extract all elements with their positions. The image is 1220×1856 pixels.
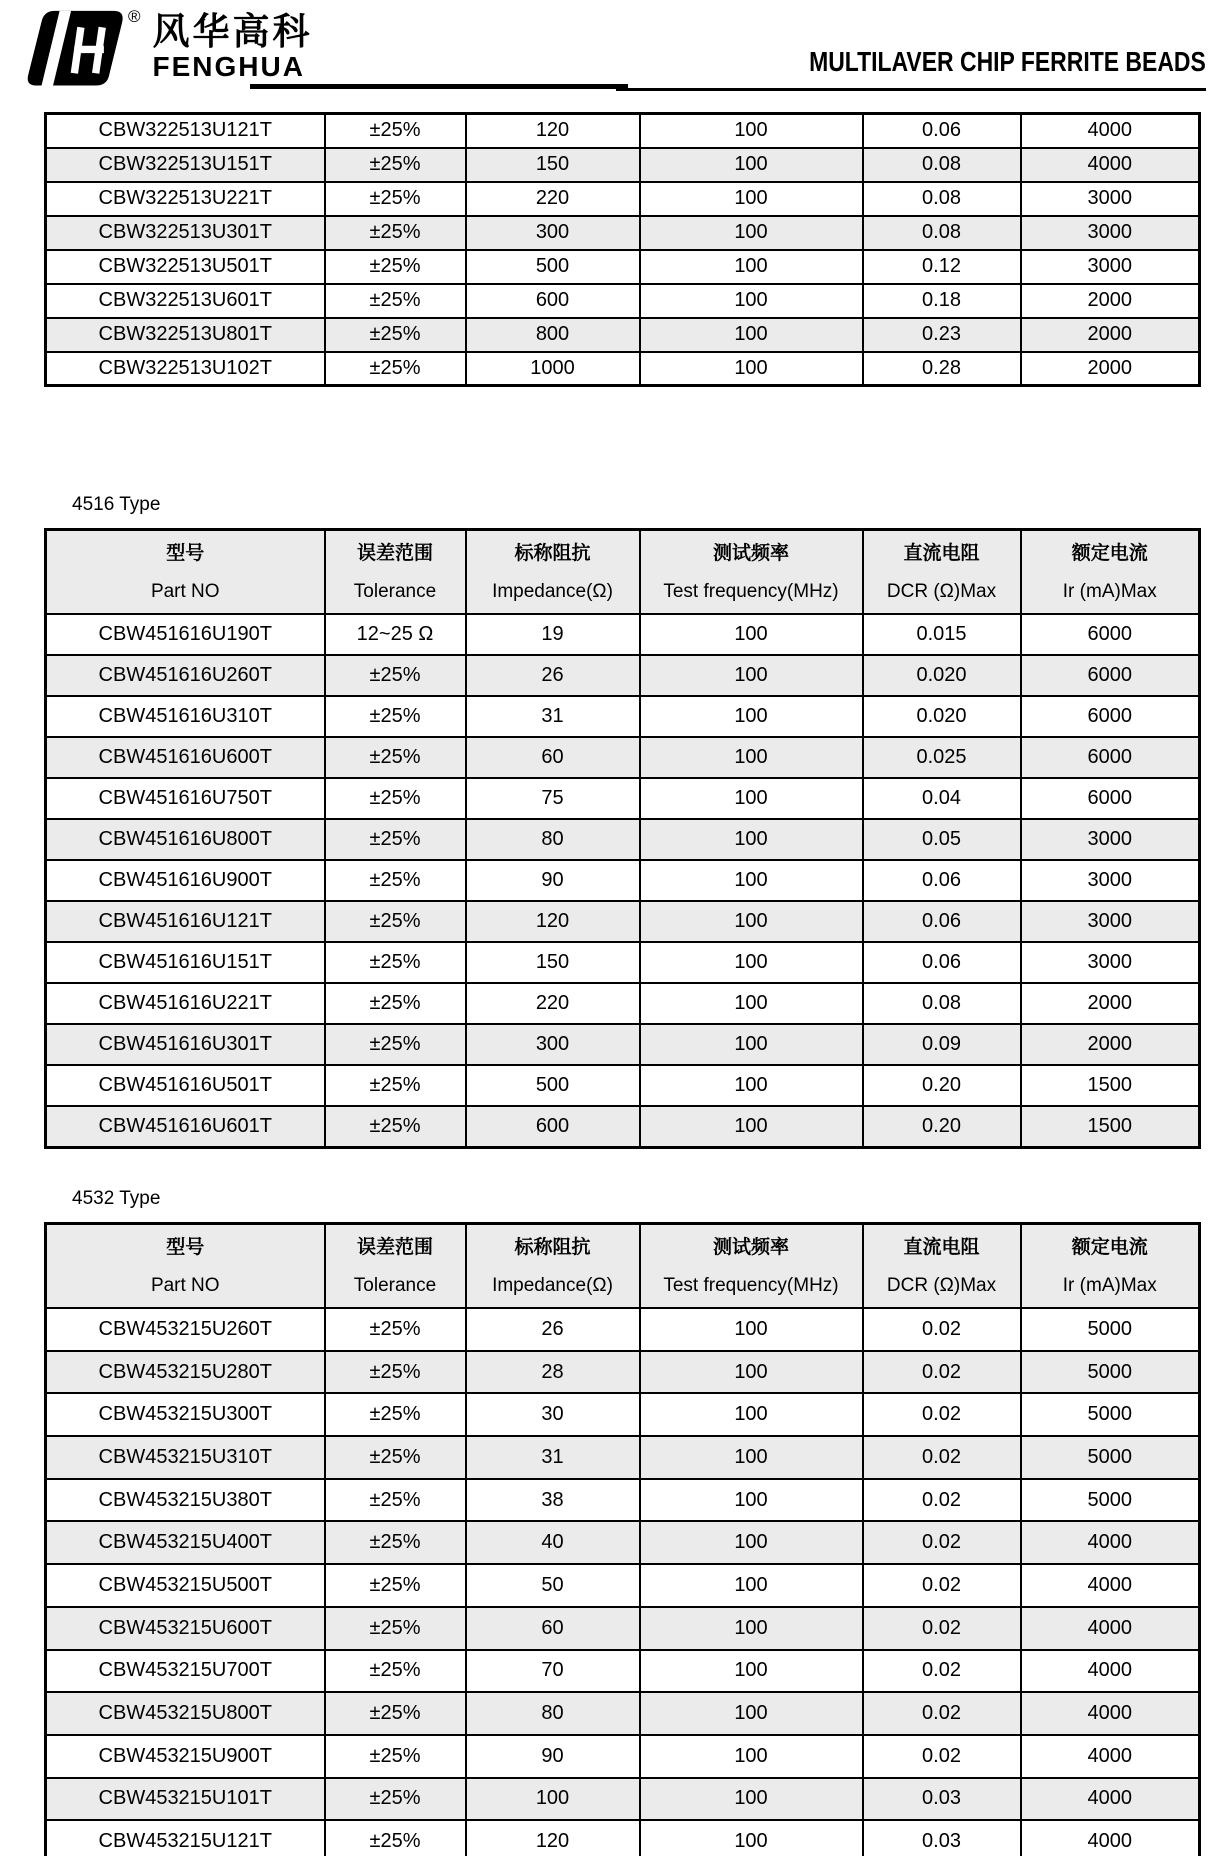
part-no-cell: CBW451616U310T <box>46 696 325 737</box>
test-frequency-cell: 100 <box>640 250 863 284</box>
impedance-cell: 300 <box>466 216 640 250</box>
part-no-cell: CBW451616U301T <box>46 1024 325 1065</box>
tolerance-cell: ±25% <box>325 901 466 942</box>
test-frequency-cell: 100 <box>640 942 863 983</box>
table-header <box>46 530 1200 615</box>
ir-cell: 4000 <box>1021 1692 1200 1735</box>
table-row <box>46 1607 1200 1650</box>
impedance-cell: 220 <box>466 983 640 1024</box>
dcr-cell: 0.02 <box>863 1479 1021 1522</box>
part-no-cell: CBW453215U700T <box>46 1650 325 1693</box>
table-row <box>46 114 1200 148</box>
dcr-cell: 0.06 <box>863 901 1021 942</box>
ir-cell: 3000 <box>1021 942 1200 983</box>
test-frequency-cell: 100 <box>640 1778 863 1821</box>
impedance-cell: 80 <box>466 819 640 860</box>
col-header-tolerance: 误差范围 Tolerance <box>325 1224 466 1309</box>
impedance-cell: 300 <box>466 1024 640 1065</box>
table-row <box>46 1692 1200 1735</box>
part-no-cell: CBW451616U800T <box>46 819 325 860</box>
ir-cell: 2000 <box>1021 1024 1200 1065</box>
part-no-cell: CBW322513U501T <box>46 250 325 284</box>
test-frequency-cell: 100 <box>640 1479 863 1522</box>
table-row <box>46 1778 1200 1821</box>
tolerance-cell: ±25% <box>325 983 466 1024</box>
dcr-cell: 0.09 <box>863 1024 1021 1065</box>
part-no-cell: CBW453215U800T <box>46 1692 325 1735</box>
table-row <box>46 352 1200 386</box>
part-no-cell: CBW322513U151T <box>46 148 325 182</box>
part-no-cell: CBW451616U750T <box>46 778 325 819</box>
part-no-cell: CBW451616U221T <box>46 983 325 1024</box>
ir-cell: 4000 <box>1021 1650 1200 1693</box>
dcr-cell: 0.02 <box>863 1692 1021 1735</box>
col-header-impedance: 标称阻抗 Impedance(Ω) <box>466 530 640 615</box>
table-row <box>46 284 1200 318</box>
part-no-cell: CBW322513U301T <box>46 216 325 250</box>
table-row <box>46 1106 1200 1147</box>
table-row <box>46 182 1200 216</box>
header-rule-right <box>616 88 1206 91</box>
part-no-cell: CBW453215U260T <box>46 1308 325 1351</box>
ir-cell: 4000 <box>1021 148 1200 182</box>
ir-cell: 1500 <box>1021 1065 1200 1106</box>
impedance-cell: 150 <box>466 148 640 182</box>
table-row <box>46 737 1200 778</box>
ir-cell: 6000 <box>1021 696 1200 737</box>
tolerance-cell: ±25% <box>325 819 466 860</box>
dcr-cell: 0.02 <box>863 1351 1021 1394</box>
dcr-cell: 0.06 <box>863 114 1021 148</box>
tolerance-cell: ±25% <box>325 1607 466 1650</box>
tolerance-cell: 12~25 Ω <box>325 614 466 655</box>
impedance-cell: 120 <box>466 1820 640 1856</box>
test-frequency-cell: 100 <box>640 1564 863 1607</box>
ir-cell: 3000 <box>1021 819 1200 860</box>
page-title: MULTILAVER CHIP FERRITE BEADS <box>809 46 1206 77</box>
impedance-cell: 75 <box>466 778 640 819</box>
ir-cell: 4000 <box>1021 114 1200 148</box>
fenghua-logo-mark <box>26 6 126 88</box>
tolerance-cell: ±25% <box>325 1479 466 1522</box>
dcr-cell: 0.08 <box>863 182 1021 216</box>
test-frequency-cell: 100 <box>640 284 863 318</box>
table-row <box>46 1521 1200 1564</box>
table-row <box>46 1351 1200 1394</box>
part-no-cell: CBW322513U102T <box>46 352 325 386</box>
col-header-dcr: 直流电阻 DCR (Ω)Max <box>863 530 1021 615</box>
tolerance-cell: ±25% <box>325 1820 466 1856</box>
ir-cell: 6000 <box>1021 655 1200 696</box>
impedance-cell: 90 <box>466 1735 640 1778</box>
ir-cell: 5000 <box>1021 1479 1200 1522</box>
table-row <box>46 1564 1200 1607</box>
dcr-cell: 0.02 <box>863 1393 1021 1436</box>
col-header-tolerance: 误差范围 Tolerance <box>325 530 466 615</box>
dcr-cell: 0.02 <box>863 1308 1021 1351</box>
part-no-cell: CBW453215U280T <box>46 1351 325 1394</box>
impedance-cell: 40 <box>466 1521 640 1564</box>
ir-cell: 3000 <box>1021 250 1200 284</box>
part-no-cell: CBW451616U260T <box>46 655 325 696</box>
ir-cell: 4000 <box>1021 1735 1200 1778</box>
ir-cell: 3000 <box>1021 901 1200 942</box>
dcr-cell: 0.18 <box>863 284 1021 318</box>
tolerance-cell: ±25% <box>325 1564 466 1607</box>
col-header-part-no: 型号 Part NO <box>46 1224 325 1309</box>
test-frequency-cell: 100 <box>640 1351 863 1394</box>
tolerance-cell: ±25% <box>325 1024 466 1065</box>
test-frequency-cell: 100 <box>640 1692 863 1735</box>
tolerance-cell: ±25% <box>325 1351 466 1394</box>
tolerance-cell: ±25% <box>325 1393 466 1436</box>
test-frequency-cell: 100 <box>640 216 863 250</box>
table-header <box>46 1224 1200 1309</box>
part-no-cell: CBW453215U300T <box>46 1393 325 1436</box>
ir-cell: 6000 <box>1021 737 1200 778</box>
ir-cell: 4000 <box>1021 1521 1200 1564</box>
col-header-impedance: 标称阻抗 Impedance(Ω) <box>466 1224 640 1309</box>
test-frequency-cell: 100 <box>640 983 863 1024</box>
tolerance-cell: ±25% <box>325 1735 466 1778</box>
test-frequency-cell: 100 <box>640 182 863 216</box>
table-row <box>46 819 1200 860</box>
part-no-cell: CBW453215U121T <box>46 1820 325 1856</box>
table-row <box>46 216 1200 250</box>
impedance-cell: 50 <box>466 1564 640 1607</box>
tolerance-cell: ±25% <box>325 1521 466 1564</box>
table-row <box>46 696 1200 737</box>
test-frequency-cell: 100 <box>640 1308 863 1351</box>
dcr-cell: 0.02 <box>863 1436 1021 1479</box>
dcr-cell: 0.08 <box>863 216 1021 250</box>
part-no-cell: CBW453215U101T <box>46 1778 325 1821</box>
dcr-cell: 0.02 <box>863 1650 1021 1693</box>
col-header-test-frequency: 测试频率 Test frequency(MHz) <box>640 1224 863 1309</box>
test-frequency-cell: 100 <box>640 860 863 901</box>
dcr-cell: 0.23 <box>863 318 1021 352</box>
dcr-cell: 0.02 <box>863 1564 1021 1607</box>
impedance-cell: 150 <box>466 942 640 983</box>
impedance-cell: 220 <box>466 182 640 216</box>
dcr-cell: 0.06 <box>863 942 1021 983</box>
part-no-cell: CBW453215U900T <box>46 1735 325 1778</box>
table-row <box>46 1436 1200 1479</box>
part-no-cell: CBW451616U601T <box>46 1106 325 1147</box>
table-row <box>46 318 1200 352</box>
test-frequency-cell: 100 <box>640 614 863 655</box>
test-frequency-cell: 100 <box>640 655 863 696</box>
test-frequency-cell: 100 <box>640 1024 863 1065</box>
table-row <box>46 1820 1200 1856</box>
ir-cell: 5000 <box>1021 1436 1200 1479</box>
fenghua-logo <box>26 6 313 88</box>
part-no-cell: CBW322513U221T <box>46 182 325 216</box>
table-row <box>46 1479 1200 1522</box>
dcr-cell: 0.08 <box>863 148 1021 182</box>
col-header-part-no: 型号 Part NO <box>46 530 325 615</box>
ir-cell: 3000 <box>1021 860 1200 901</box>
dcr-cell: 0.20 <box>863 1106 1021 1147</box>
tolerance-cell: ±25% <box>325 216 466 250</box>
test-frequency-cell: 100 <box>640 318 863 352</box>
tolerance-cell: ±25% <box>325 1106 466 1147</box>
dcr-cell: 0.28 <box>863 352 1021 386</box>
ir-cell: 4000 <box>1021 1607 1200 1650</box>
tolerance-cell: ±25% <box>325 696 466 737</box>
table-row <box>46 1308 1200 1351</box>
part-no-cell: CBW453215U500T <box>46 1564 325 1607</box>
ir-cell: 6000 <box>1021 614 1200 655</box>
impedance-cell: 31 <box>466 1436 640 1479</box>
table-row <box>46 778 1200 819</box>
dcr-cell: 0.025 <box>863 737 1021 778</box>
part-no-cell: CBW451616U600T <box>46 737 325 778</box>
table-row <box>46 942 1200 983</box>
tolerance-cell: ±25% <box>325 1065 466 1106</box>
part-no-cell: CBW453215U310T <box>46 1436 325 1479</box>
tolerance-cell: ±25% <box>325 114 466 148</box>
logo-english-name: FENGHUA <box>152 51 305 82</box>
tolerance-cell: ±25% <box>325 284 466 318</box>
test-frequency-cell: 100 <box>640 114 863 148</box>
impedance-cell: 60 <box>466 737 640 778</box>
ir-cell: 4000 <box>1021 1778 1200 1821</box>
ir-cell: 3000 <box>1021 182 1200 216</box>
part-no-cell: CBW453215U380T <box>46 1479 325 1522</box>
section-label-4516: 4516 Type <box>72 494 161 515</box>
test-frequency-cell: 100 <box>640 1393 863 1436</box>
tolerance-cell: ±25% <box>325 1778 466 1821</box>
tolerance-cell: ±25% <box>325 778 466 819</box>
impedance-cell: 19 <box>466 614 640 655</box>
dcr-cell: 0.02 <box>863 1735 1021 1778</box>
impedance-cell: 26 <box>466 1308 640 1351</box>
table-row <box>46 860 1200 901</box>
header-rule-left <box>250 84 628 89</box>
test-frequency-cell: 100 <box>640 1820 863 1856</box>
test-frequency-cell: 100 <box>640 1521 863 1564</box>
test-frequency-cell: 100 <box>640 778 863 819</box>
col-header-dcr: 直流电阻 DCR (Ω)Max <box>863 1224 1021 1309</box>
impedance-cell: 120 <box>466 901 640 942</box>
dcr-cell: 0.020 <box>863 696 1021 737</box>
impedance-cell: 500 <box>466 250 640 284</box>
table-row <box>46 1650 1200 1693</box>
test-frequency-cell: 100 <box>640 148 863 182</box>
dcr-cell: 0.015 <box>863 614 1021 655</box>
test-frequency-cell: 100 <box>640 901 863 942</box>
impedance-cell: 38 <box>466 1479 640 1522</box>
ir-cell: 5000 <box>1021 1393 1200 1436</box>
test-frequency-cell: 100 <box>640 1106 863 1147</box>
test-frequency-cell: 100 <box>640 819 863 860</box>
ir-cell: 2000 <box>1021 284 1200 318</box>
ir-cell: 4000 <box>1021 1564 1200 1607</box>
logo-chinese-name: 风华高科 <box>152 11 313 52</box>
test-frequency-cell: 100 <box>640 737 863 778</box>
table-row <box>46 983 1200 1024</box>
tolerance-cell: ±25% <box>325 737 466 778</box>
impedance-cell: 90 <box>466 860 640 901</box>
impedance-cell: 31 <box>466 696 640 737</box>
table-row <box>46 250 1200 284</box>
impedance-cell: 70 <box>466 1650 640 1693</box>
section-label-4532: 4532 Type <box>72 1188 161 1209</box>
part-no-cell: CBW453215U600T <box>46 1607 325 1650</box>
impedance-cell: 60 <box>466 1607 640 1650</box>
impedance-cell: 120 <box>466 114 640 148</box>
tolerance-cell: ±25% <box>325 942 466 983</box>
tolerance-cell: ±25% <box>325 655 466 696</box>
table-4516 <box>44 528 1201 1149</box>
dcr-cell: 0.20 <box>863 1065 1021 1106</box>
impedance-cell: 30 <box>466 1393 640 1436</box>
test-frequency-cell: 100 <box>640 352 863 386</box>
table-row <box>46 148 1200 182</box>
test-frequency-cell: 100 <box>640 696 863 737</box>
tolerance-cell: ±25% <box>325 860 466 901</box>
test-frequency-cell: 100 <box>640 1436 863 1479</box>
ir-cell: 5000 <box>1021 1351 1200 1394</box>
impedance-cell: 80 <box>466 1692 640 1735</box>
part-no-cell: CBW453215U400T <box>46 1521 325 1564</box>
ir-cell: 2000 <box>1021 983 1200 1024</box>
part-no-cell: CBW451616U900T <box>46 860 325 901</box>
ir-cell: 5000 <box>1021 1308 1200 1351</box>
part-no-cell: CBW322513U121T <box>46 114 325 148</box>
part-no-cell: CBW322513U801T <box>46 318 325 352</box>
dcr-cell: 0.020 <box>863 655 1021 696</box>
test-frequency-cell: 100 <box>640 1650 863 1693</box>
test-frequency-cell: 100 <box>640 1735 863 1778</box>
table-row <box>46 1393 1200 1436</box>
dcr-cell: 0.05 <box>863 819 1021 860</box>
test-frequency-cell: 100 <box>640 1065 863 1106</box>
part-no-cell: CBW451616U501T <box>46 1065 325 1106</box>
table-row <box>46 655 1200 696</box>
tolerance-cell: ±25% <box>325 1692 466 1735</box>
part-no-cell: CBW451616U121T <box>46 901 325 942</box>
table-row <box>46 1735 1200 1778</box>
tolerance-cell: ±25% <box>325 148 466 182</box>
impedance-cell: 500 <box>466 1065 640 1106</box>
ir-cell: 2000 <box>1021 318 1200 352</box>
tolerance-cell: ±25% <box>325 1436 466 1479</box>
impedance-cell: 26 <box>466 655 640 696</box>
dcr-cell: 0.02 <box>863 1521 1021 1564</box>
ir-cell: 6000 <box>1021 778 1200 819</box>
dcr-cell: 0.03 <box>863 1820 1021 1856</box>
col-header-ir: 额定电流 Ir (mA)Max <box>1021 530 1200 615</box>
tolerance-cell: ±25% <box>325 1308 466 1351</box>
test-frequency-cell: 100 <box>640 1607 863 1650</box>
impedance-cell: 800 <box>466 318 640 352</box>
dcr-cell: 0.03 <box>863 1778 1021 1821</box>
dcr-cell: 0.02 <box>863 1607 1021 1650</box>
impedance-cell: 1000 <box>466 352 640 386</box>
ir-cell: 2000 <box>1021 352 1200 386</box>
table-row <box>46 901 1200 942</box>
impedance-cell: 600 <box>466 1106 640 1147</box>
tolerance-cell: ±25% <box>325 352 466 386</box>
part-no-cell: CBW451616U151T <box>46 942 325 983</box>
dcr-cell: 0.08 <box>863 983 1021 1024</box>
tolerance-cell: ±25% <box>325 1650 466 1693</box>
dcr-cell: 0.04 <box>863 778 1021 819</box>
col-header-ir: 额定电流 Ir (mA)Max <box>1021 1224 1200 1309</box>
table-4532 <box>44 1222 1201 1856</box>
impedance-cell: 100 <box>466 1778 640 1821</box>
ir-cell: 1500 <box>1021 1106 1200 1147</box>
part-no-cell: CBW451616U190T <box>46 614 325 655</box>
logo-text <box>153 12 313 82</box>
table-row <box>46 614 1200 655</box>
table-row <box>46 1024 1200 1065</box>
ir-cell: 3000 <box>1021 216 1200 250</box>
table-row <box>46 1065 1200 1106</box>
dcr-cell: 0.06 <box>863 860 1021 901</box>
impedance-cell: 28 <box>466 1351 640 1394</box>
table-3225-continuation <box>44 112 1201 387</box>
dcr-cell: 0.12 <box>863 250 1021 284</box>
tolerance-cell: ±25% <box>325 182 466 216</box>
ir-cell: 4000 <box>1021 1820 1200 1856</box>
tolerance-cell: ±25% <box>325 318 466 352</box>
tolerance-cell: ±25% <box>325 250 466 284</box>
registered-trademark: ® <box>128 7 141 26</box>
impedance-cell: 600 <box>466 284 640 318</box>
part-no-cell: CBW322513U601T <box>46 284 325 318</box>
col-header-test-frequency: 测试频率 Test frequency(MHz) <box>640 530 863 615</box>
